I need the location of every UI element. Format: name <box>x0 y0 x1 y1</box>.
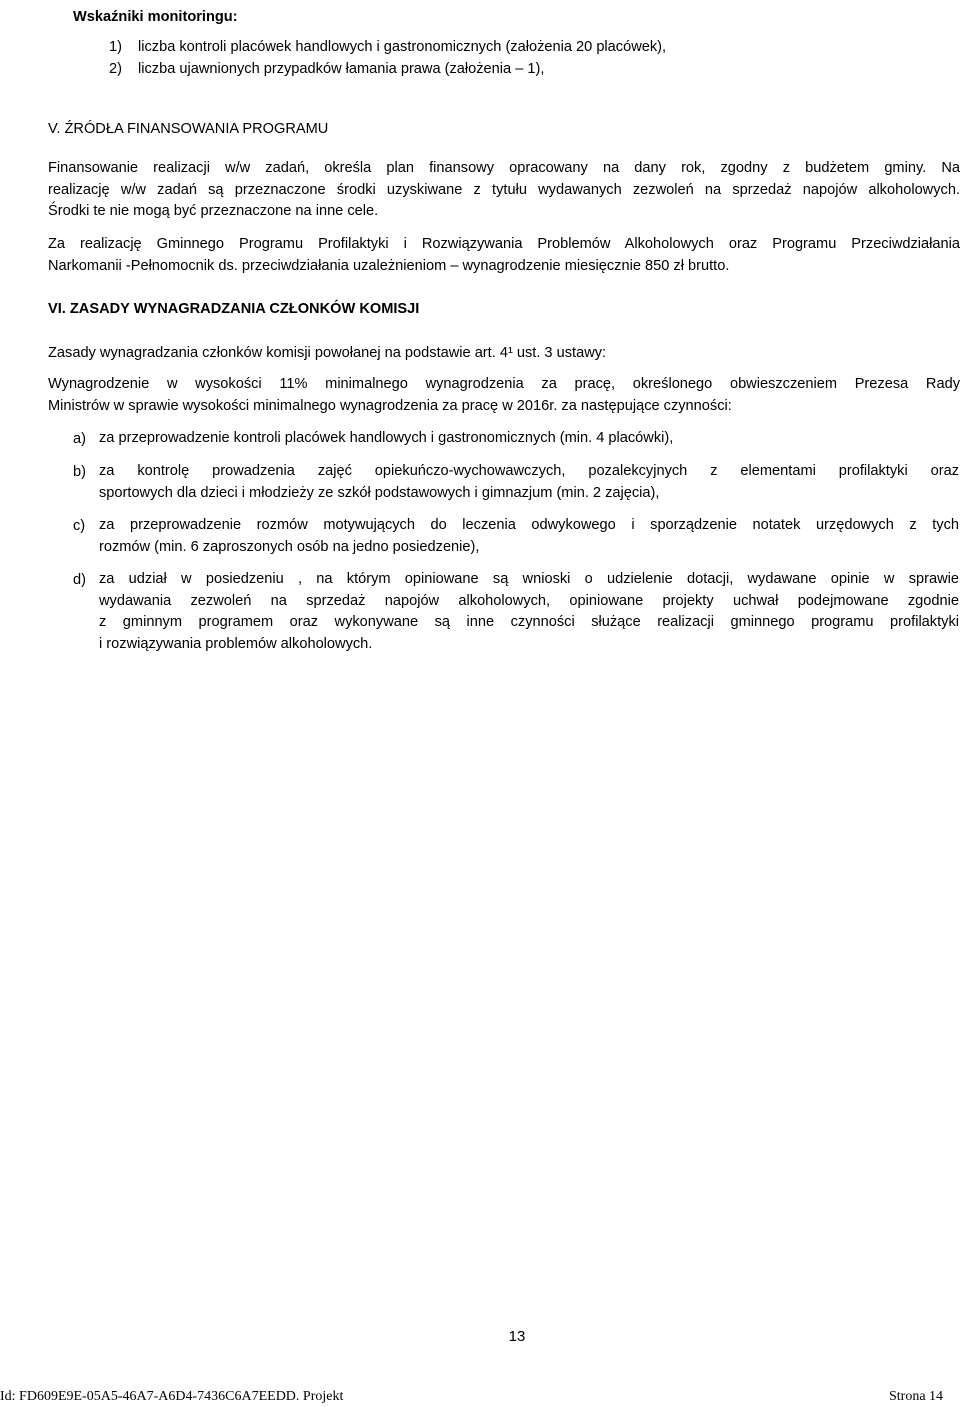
task-line: sportowych dla dzieci i młodzieży ze szkół podstawowych i gimnazjum (min. 2 zajęcia), <box>99 484 660 501</box>
task-line: za przeprowadzenie rozmów motywujących do leczenia odwykowego i sporządzenie notatek urzędowych z tych <box>99 517 959 533</box>
task-letter: c) <box>73 518 86 534</box>
plenipotentiary-paragraph <box>48 234 960 277</box>
financing-paragraph <box>48 158 960 223</box>
footer-page-label: Strona 14 <box>889 1389 944 1404</box>
task-item <box>99 461 959 504</box>
remuneration-paragraph <box>48 374 960 417</box>
remuneration-intro: Zasady wynagradzania członków komisji powołanej na podstawie art. 4¹ ust. 3 ustawy: <box>48 345 607 361</box>
task-item <box>99 515 959 558</box>
section-vi-heading: VI. ZASADY WYNAGRADZANIA CZŁONKÓW KOMISJI <box>48 301 420 317</box>
task-letter: a) <box>73 431 86 447</box>
task-item <box>99 569 959 655</box>
task-line: za przeprowadzenie kontroli placówek handlowych i gastronomicznych (min. 4 placówki), <box>99 430 674 446</box>
task-line: z gminnym programem oraz wykonywane są inne czynności służące realizacji gminnego programu profilaktyki <box>99 614 959 630</box>
task-line: i rozwiązywania problemów alkoholowych. <box>99 635 373 652</box>
paragraph-line: Za realizację Gminnego Programu Profilaktyki i Rozwiązywania Problemów Alkoholowych oraz Programu Przeciwdziałania <box>48 236 960 252</box>
task-item <box>99 428 959 450</box>
task-line: wydawania zezwoleń na sprzedaż napojów alkoholowych, opiniowane projekty uchwał podejmowane zgodnie <box>99 592 959 609</box>
page-number: 13 <box>508 1328 526 1345</box>
footer-document-id: Id: FD609E9E-05A5-46A7-A6D4-7436C6A7EEDD. Projekt <box>0 1389 344 1404</box>
monitoring-heading: Wskaźniki monitoringu: <box>73 9 238 25</box>
paragraph-line: Ministrów w sprawie wysokości minimalnego wynagrodzenia za pracę w 2016r. za następujące czynności: <box>48 397 732 414</box>
section-v-heading: V. ŹRÓDŁA FINANSOWANIA PROGRAMU <box>48 121 329 137</box>
paragraph-line: Narkomanii -Pełnomocnik ds. przeciwdziałania uzależnieniom – wynagrodzenie miesięcznie 850 zł brutto. <box>48 257 730 274</box>
task-line: za kontrolę prowadzenia zajęć opiekuńczo-wychowawczych, pozalekcyjnych z elementami profilaktyki oraz <box>99 463 959 479</box>
paragraph-line: Finansowanie realizacji w/w zadań, określa plan finansowy opracowany na dany rok, zgodny z budżetem gminy. Na <box>48 160 960 176</box>
paragraph-line: Wynagrodzenie w wysokości 11% minimalnego wynagrodzenia za pracę, określonego obwieszczeniem Prezesa Rady <box>48 376 960 392</box>
task-letter: d) <box>73 572 86 588</box>
list-item: liczba kontroli placówek handlowych i gastronomicznych (założenia 20 placówek), <box>138 39 667 55</box>
list-number: 2) <box>109 61 122 77</box>
list-item: liczba ujawnionych przypadków łamania prawa (założenia – 1), <box>138 61 545 77</box>
paragraph-line: Środki te nie mogą być przeznaczone na inne cele. <box>48 203 379 219</box>
list-number: 1) <box>109 39 122 55</box>
task-line: rozmów (min. 6 zaproszonych osób na jedno posiedzenie), <box>99 538 480 555</box>
task-letter: b) <box>73 464 86 480</box>
task-line: za udział w posiedzeniu , na którym opiniowane są wnioski o udzielenie dotacji, wydawane opinie w sprawie <box>99 571 959 587</box>
paragraph-line: realizację w/w zadań są przeznaczone środki uzyskiwane z tytułu wydawanych zezwoleń na sprzedaż napojów alkoholowych. <box>48 181 960 198</box>
